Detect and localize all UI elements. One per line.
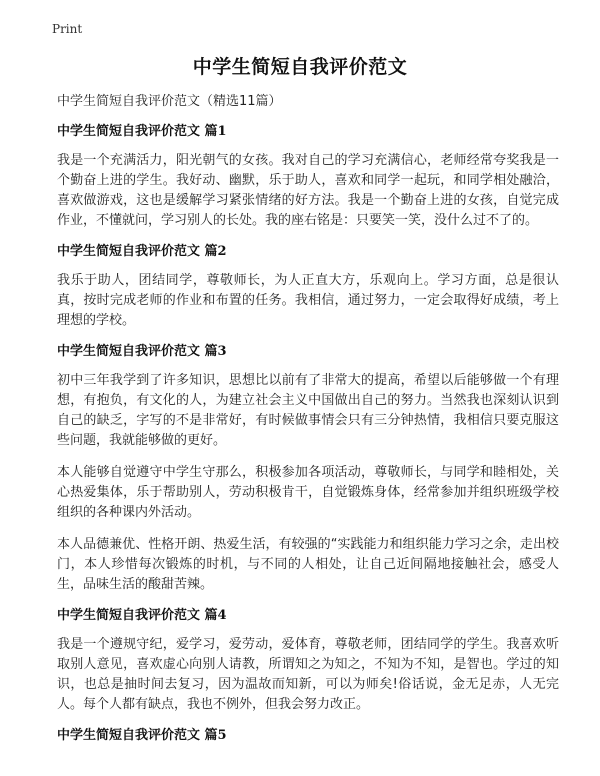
paragraph: 初中三年我学到了许多知识，思想比以前有了非常大的提高，希望以后能够做一个有理想，有抱负，有文化的人，为建立社会主义中国做出自己的努力。当然我也深刻认识到自己的缺乏，字写的不是非常好，有时候做事情会只有三分钟热情，我相信只要克服这些问题，我就能够做的更好。 (57, 373, 559, 448)
section-heading: 中学生简短自我评价范文 篇3 (57, 344, 227, 359)
paragraph: 我是一个充满活力，阳光朝气的女孩。我对自己的学习充满信心，老师经常夸奖我是一个勤奋上进的学生。我好动、幽默，乐于助人，喜欢和同学一起玩，和同学相处融洽，喜欢做游戏，这也是缓解学习紧张情绪的好方法。我是一个勤奋上进的女孩，自觉完成作业，不懂就问，学习别人的长处。我的座右铭是：只要笑一笑，没什么过不了的。 (57, 153, 559, 228)
section-2 (57, 243, 559, 331)
section-heading: 中学生简短自我评价范文 篇4 (57, 608, 227, 623)
section-heading: 中学生简短自我评价范文 篇1 (57, 124, 227, 139)
section-heading: 中学生简短自我评价范文 篇2 (57, 244, 227, 259)
section-3 (57, 343, 559, 595)
paragraph: 本人能够自觉遵守中学生守那么，积极参加各项活动，尊敬师长，与同学和睦相处，关心热爱集体，乐于帮助别人，劳动积极肯干，自觉锻炼身体，经常参加并组织班级学校组织的各种课内外活动。 (57, 465, 559, 520)
section-4 (57, 607, 559, 715)
section-heading: 中学生简短自我评价范文 篇5 (57, 728, 227, 743)
print-link[interactable]: Print (52, 22, 83, 36)
document-subtitle: 中学生简短自我评价范文（精选11篇） (57, 94, 282, 109)
page-title: 中学生简短自我评价范文 (192, 56, 408, 78)
section-1 (57, 123, 559, 231)
paragraph: 我乐于助人，团结同学，尊敬师长，为人正直大方，乐观向上。学习方面，总是很认真，按时完成老师的作业和布置的任务。我相信，通过努力，一定会取得好成绩，考上理想的学校。 (57, 273, 559, 328)
document-body (57, 93, 559, 755)
paragraph: 本人品德兼优、性格开朗、热爱生活，有较强的“实践能力和组织能力学习之余，走出校门，本人珍惜每次锻炼的时机，与不同的人相处，让自己近间隔地接触社会，感受人生，品味生活的酸甜苦辣。 (57, 537, 559, 592)
section-5 (57, 727, 559, 745)
paragraph: 我是一个遵规守纪，爱学习，爱劳动，爱体育，尊敬老师，团结同学的学生。我喜欢听取别人意见，喜欢虚心向别人请教，所谓知之为知之，不知为不知，是智也。学过的知识，也总是抽时间去复习，因为温故而知新，可以为师矣!俗话说，金无足赤，人无完人。每个人都有缺点，我也不例外，但我会努力改正。 (57, 637, 559, 712)
